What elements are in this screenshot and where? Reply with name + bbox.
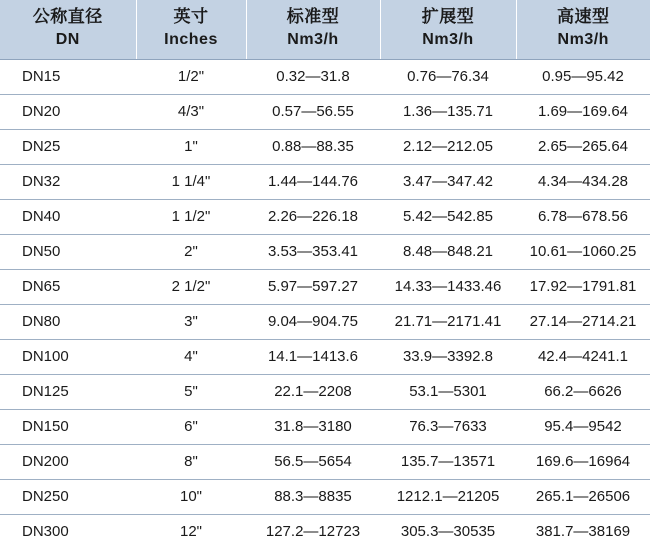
cell-standard-flow: 127.2—12723 (265, 523, 361, 541)
table-row (0, 199, 650, 234)
cell-inches: 4" (136, 339, 246, 374)
cell-highspeed-flow: 27.14—2714.21 (516, 304, 650, 339)
cell-extended-flow: 0.76—76.34 (380, 59, 516, 94)
cell-highspeed-flow: 10.61—1060.25 (516, 234, 650, 269)
table-body (0, 59, 650, 549)
cell-extended-flow: 5.42—542.85 (380, 199, 516, 234)
cell-inches: 1/2" (136, 59, 246, 94)
cell-extended-flow: 2.12—212.05 (380, 129, 516, 164)
cell-extended-flow: 305.3—30535 (400, 523, 496, 541)
table-row (0, 444, 650, 479)
cell-inches: 1" (136, 129, 246, 164)
cell-extended-flow: 76.3—7633 (380, 409, 516, 444)
column-header-nominal-diameter (0, 0, 136, 59)
column-header-nominal-diameter-line1: 公称直径 (32, 7, 103, 26)
table-row (0, 339, 650, 374)
cell-inches: 8" (136, 444, 246, 479)
cell-inches: 4/3" (136, 94, 246, 129)
cell-standard-flow: 1.44—144.76 (246, 164, 380, 199)
cell-extended-flow: 53.1—5301 (380, 374, 516, 409)
column-header-extended-line2: Nm3/h (422, 30, 474, 48)
column-header-nominal-diameter-line2: DN (55, 30, 80, 48)
cell-standard-flow: 22.1—2208 (246, 374, 380, 409)
cell-nominal-diameter: DN20 (0, 94, 136, 129)
cell-highspeed-flow: 95.4—9542 (516, 409, 650, 444)
cell-standard-flow: 5.97—597.27 (246, 269, 380, 304)
cell-extended-flow: 21.71—2171.41 (380, 304, 516, 339)
table-row (0, 164, 650, 199)
cell-extended-flow: 135.7—13571 (380, 444, 516, 479)
cell-nominal-diameter: DN15 (0, 59, 136, 94)
cell-nominal-diameter: DN25 (0, 129, 136, 164)
column-header-standard-line1: 标准型 (286, 7, 340, 26)
cell-highspeed-flow: 0.95—95.42 (516, 59, 650, 94)
cell-extended-flow: 1212.1—21205 (380, 479, 516, 514)
cell-highspeed-flow: 6.78—678.56 (516, 199, 650, 234)
cell-highspeed-flow: 265.1—26506 (516, 479, 650, 514)
column-header-standard (246, 0, 380, 59)
cell-inches: 2" (136, 234, 246, 269)
table-row (0, 94, 650, 129)
cell-nominal-diameter: DN100 (0, 339, 136, 374)
cell-inches: 12" (179, 523, 202, 541)
cell-inches: 3" (136, 304, 246, 339)
cell-extended-flow: 1.36—135.71 (380, 94, 516, 129)
cell-nominal-diameter: DN40 (0, 199, 136, 234)
cell-standard-flow: 0.88—88.35 (246, 129, 380, 164)
cell-inches: 2 1/2" (136, 269, 246, 304)
cell-inches: 6" (136, 409, 246, 444)
cell-standard-flow: 0.57—56.55 (246, 94, 380, 129)
column-header-highspeed-line1: 高速型 (557, 7, 610, 26)
table-row (0, 129, 650, 164)
cell-inches: 1 1/2" (136, 199, 246, 234)
cell-inches: 10" (136, 479, 246, 514)
cell-nominal-diameter: DN32 (0, 164, 136, 199)
cell-standard-flow: 31.8—3180 (246, 409, 380, 444)
column-header-inches-line2: Inches (164, 30, 218, 48)
column-header-extended (380, 0, 516, 59)
table-row (0, 514, 650, 549)
table-row (0, 374, 650, 409)
cell-highspeed-flow: 1.69—169.64 (516, 94, 650, 129)
cell-nominal-diameter: DN50 (0, 234, 136, 269)
cell-inches: 1 1/4" (136, 164, 246, 199)
cell-standard-flow: 0.32—31.8 (246, 59, 380, 94)
cell-nominal-diameter: DN65 (0, 269, 136, 304)
cell-standard-flow: 88.3—8835 (246, 479, 380, 514)
cell-nominal-diameter: DN300 (22, 523, 69, 541)
column-header-highspeed (516, 0, 650, 59)
cell-standard-flow: 2.26—226.18 (246, 199, 380, 234)
table-row (0, 269, 650, 304)
table-row (0, 479, 650, 514)
table-row (0, 234, 650, 269)
cell-inches: 5" (136, 374, 246, 409)
cell-standard-flow: 14.1—1413.6 (246, 339, 380, 374)
cell-nominal-diameter: DN125 (0, 374, 136, 409)
cell-highspeed-flow: 66.2—6626 (516, 374, 650, 409)
cell-nominal-diameter: DN250 (0, 479, 136, 514)
column-header-inches-line1: 英寸 (173, 7, 209, 26)
column-header-extended-line1: 扩展型 (421, 7, 475, 26)
cell-extended-flow: 33.9—3392.8 (380, 339, 516, 374)
cell-highspeed-flow: 381.7—38169 (535, 523, 631, 541)
cell-extended-flow: 3.47—347.42 (380, 164, 516, 199)
column-header-inches (136, 0, 246, 59)
cell-highspeed-flow: 17.92—1791.81 (516, 269, 650, 304)
cell-standard-flow: 9.04—904.75 (246, 304, 380, 339)
cell-nominal-diameter: DN80 (0, 304, 136, 339)
cell-nominal-diameter: DN150 (0, 409, 136, 444)
cell-highspeed-flow: 4.34—434.28 (516, 164, 650, 199)
column-header-highspeed-line2: Nm3/h (557, 30, 609, 48)
cell-standard-flow: 56.5—5654 (246, 444, 380, 479)
header-row (0, 0, 650, 59)
cell-extended-flow: 14.33—1433.46 (380, 269, 516, 304)
table-header (0, 0, 650, 59)
cell-standard-flow: 3.53—353.41 (246, 234, 380, 269)
table-row (0, 409, 650, 444)
cell-extended-flow: 8.48—848.21 (380, 234, 516, 269)
cell-nominal-diameter: DN200 (0, 444, 136, 479)
table-row (0, 304, 650, 339)
cell-highspeed-flow: 42.4—4241.1 (516, 339, 650, 374)
table-row (0, 59, 650, 94)
cell-highspeed-flow: 169.6—16964 (516, 444, 650, 479)
column-header-standard-line2: Nm3/h (287, 30, 339, 48)
cell-highspeed-flow: 2.65—265.64 (516, 129, 650, 164)
